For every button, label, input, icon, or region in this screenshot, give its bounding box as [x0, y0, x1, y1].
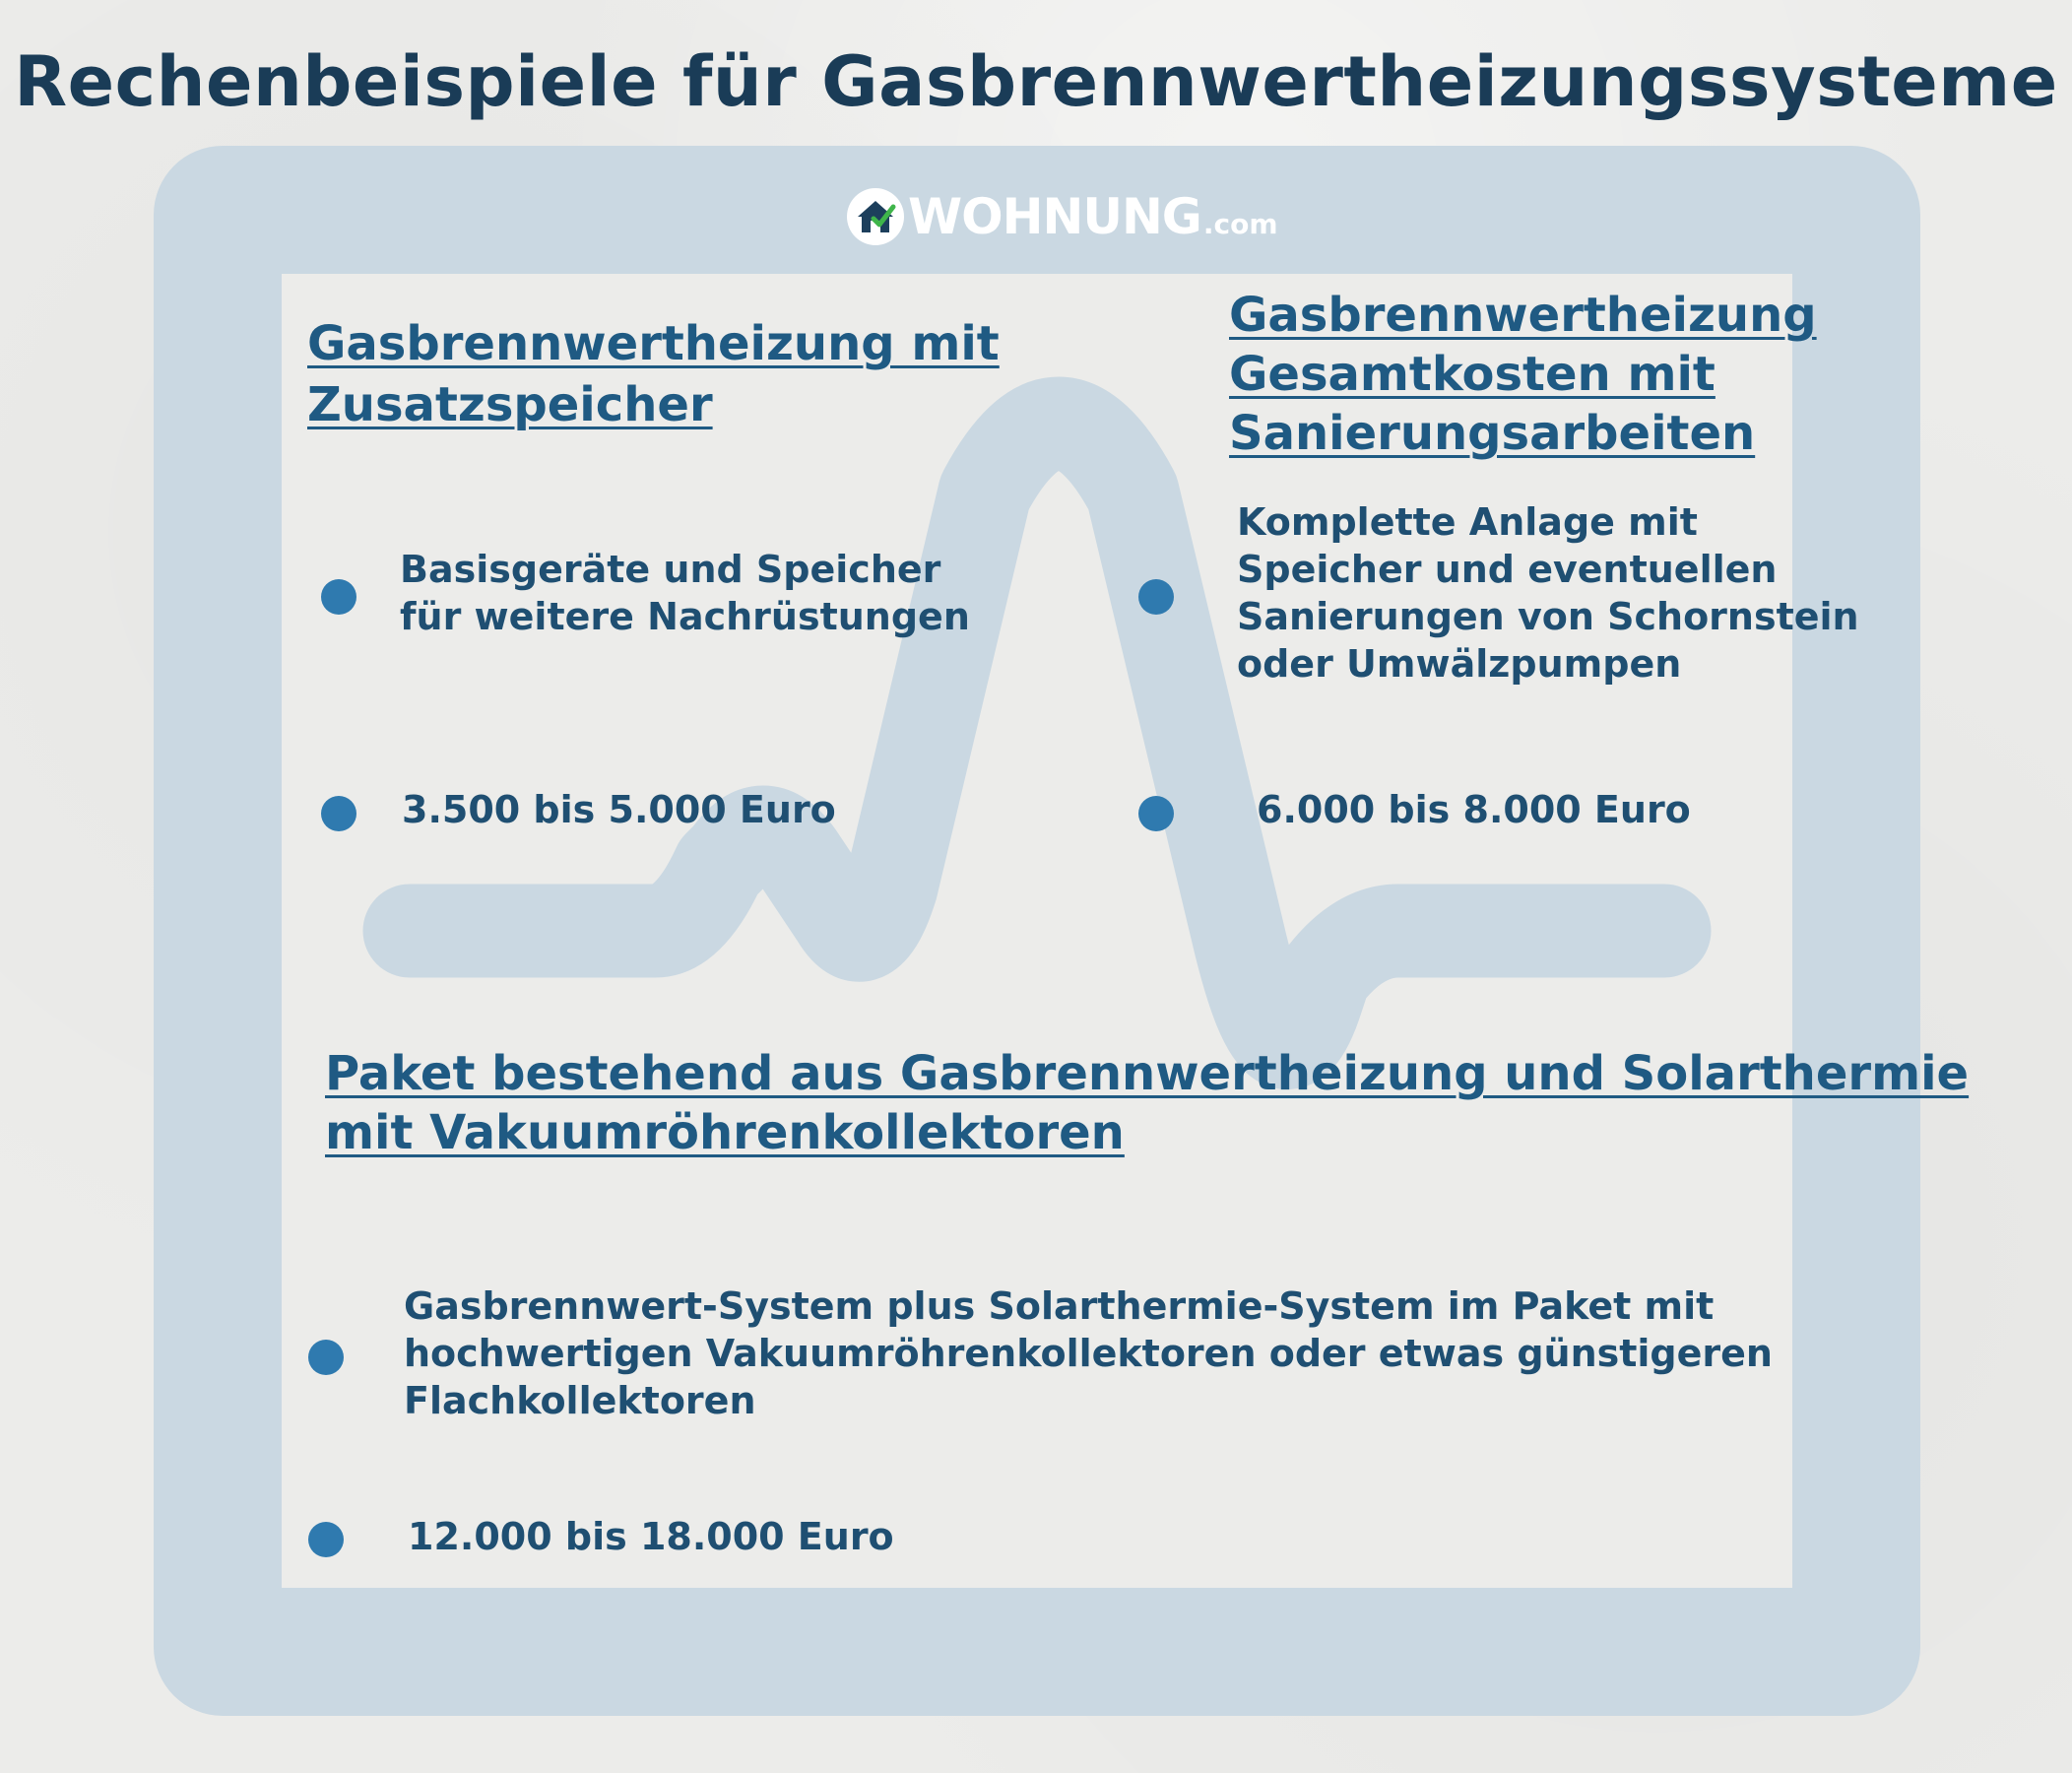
bullet-icon	[321, 579, 356, 615]
bullet-icon	[321, 796, 356, 831]
heading-line: Sanierungsarbeiten	[1229, 406, 1756, 461]
list-item-price: 3.500 bis 5.000 Euro	[402, 788, 836, 831]
section-heading-solarthermie	[325, 1044, 1969, 1162]
logo	[847, 187, 1278, 246]
bullet-icon	[1138, 796, 1174, 831]
heading-line: Gesamtkosten mit	[1229, 347, 1716, 402]
bullet-icon	[1138, 579, 1174, 615]
list-item: Komplette Anlage mit Speicher und eventuellen Sanierungen von Schornstein oder Umwälzpumpen	[1237, 500, 1859, 686]
list-item: Basisgeräte und Speicher für weitere Nachrüstungen	[400, 548, 970, 638]
list-item: Gasbrennwert-System plus Solarthermie-System im Paket mit hochwertigen Vakuumröhrenkollektoren oder etwas günstigeren Flachkollektoren	[404, 1284, 1773, 1422]
heading-line: Paket bestehend aus Gasbrennwertheizung und Solarthermie	[325, 1046, 1970, 1101]
bullet-icon	[308, 1522, 344, 1557]
heading-line: Gasbrennwertheizung mit	[307, 316, 1000, 371]
list-item-price: 12.000 bis 18.000 Euro	[408, 1515, 894, 1558]
heading-line: Zusatzspeicher	[307, 377, 713, 432]
list-item-price: 6.000 bis 8.000 Euro	[1257, 788, 1691, 831]
page-title: Rechenbeispiele für Gasbrennwertheizungssysteme	[14, 41, 2058, 122]
heading-line: Gasbrennwertheizung	[1229, 288, 1817, 343]
logo-suffix: .com	[1202, 207, 1278, 240]
house-check-icon	[847, 188, 904, 245]
section-heading-zusatzspeicher	[307, 313, 1000, 435]
section-heading-gesamtkosten	[1229, 286, 1817, 463]
bullet-icon	[308, 1340, 344, 1375]
heading-line: mit Vakuumröhrenkollektoren	[325, 1105, 1125, 1160]
logo-name: WOHNUNG	[908, 188, 1201, 245]
